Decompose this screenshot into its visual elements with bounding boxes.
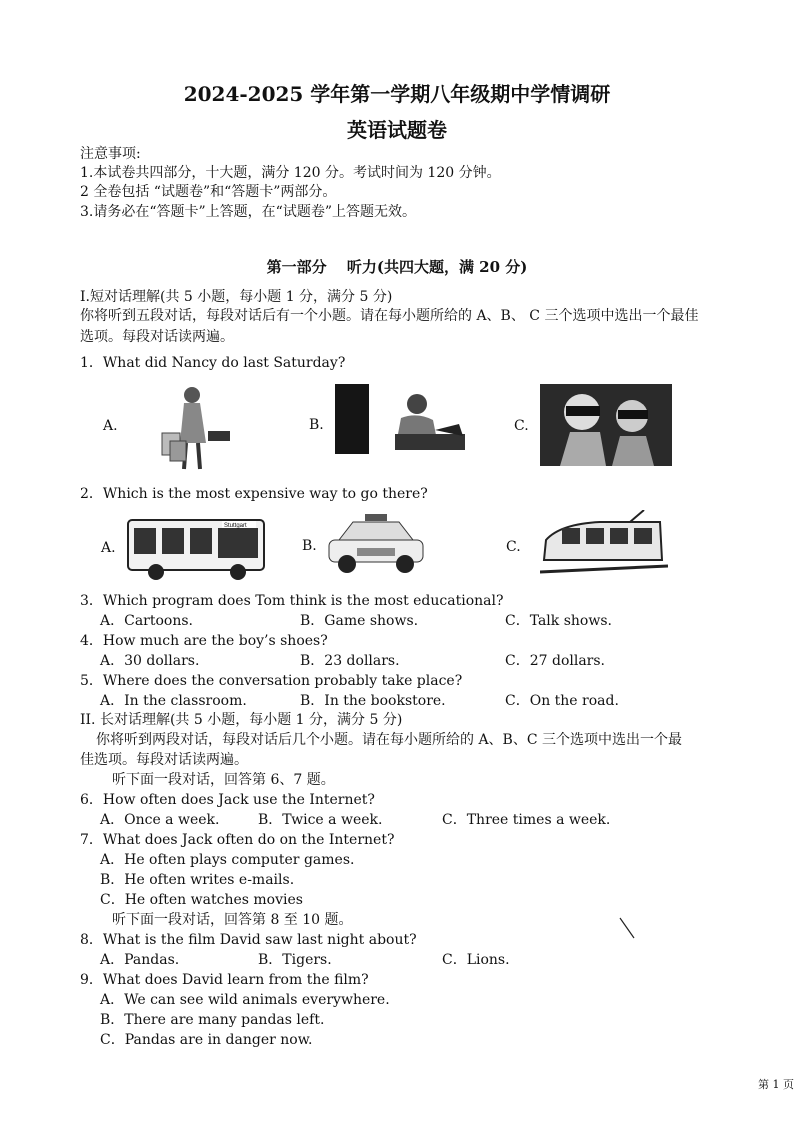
question-7: 7．What does Jack often do on the Internet? [80, 832, 395, 848]
q4-option-b: B．23 dollars. [300, 653, 400, 669]
bus-image [126, 516, 266, 582]
section2-instructions: 佳选项。每段对话读两遍。 [80, 752, 248, 768]
q3-option-c: C．Talk shows. [505, 613, 612, 629]
q7-option-c: C．He often watches movies [100, 892, 303, 908]
question-8: 8．What is the film David saw last night about? [80, 932, 417, 948]
note-item: 3.请务必在“答题卡”上答题，在“试题卷”上答题无效。 [80, 204, 416, 220]
q7-option-a: A．He often plays computer games. [100, 852, 355, 868]
q6-option-a: A．Once a week. [100, 812, 220, 828]
q6-option-b: B．Twice a week. [258, 812, 383, 828]
q4-option-c: C．27 dollars. [505, 653, 605, 669]
q1-option-c-label: C. [514, 418, 529, 434]
q8-option-a: A．Pandas. [100, 952, 180, 968]
question-4: 4．How much are the boy’s shoes? [80, 633, 328, 649]
notes-heading: 注意事项: [80, 146, 141, 162]
q2-option-b-label: B. [302, 538, 317, 554]
q5-option-c: C．On the road. [505, 693, 619, 709]
note-item: 1.本试卷共四部分，十大题，满分 120 分。考试时间为 120 分钟。 [80, 165, 501, 181]
note-item: 2 全卷包括 “试题卷”和“答题卡”两部分。 [80, 184, 337, 200]
q3-option-a: A．Cartoons. [100, 613, 193, 629]
movie-3d-glasses-image [540, 384, 672, 466]
q8-option-b: B．Tigers. [258, 952, 332, 968]
page-subtitle: 英语试题卷 [347, 118, 447, 142]
section2-instructions: 你将听到两段对话，每段对话后几个小题。请在每小题所给的 A、B、C 三个选项中选出一个最 [96, 732, 683, 748]
q9-option-a: A．We can see wild animals everywhere. [100, 992, 390, 1008]
q5-option-b: B．In the bookstore. [300, 693, 446, 709]
q4-option-a: A．30 dollars. [100, 653, 200, 669]
tram-image [540, 510, 668, 580]
listen-instruction: 听下面一段对话，回答第 6、7 题。 [112, 772, 335, 788]
q3-option-b: B．Game shows. [300, 613, 419, 629]
q6-option-c: C．Three times a week. [442, 812, 611, 828]
q9-option-b: B．There are many pandas left. [100, 1012, 325, 1028]
part1-heading: 第一部分 听力(共四大题，满 20 分) [266, 258, 528, 276]
question-2: 2．Which is the most expensive way to go there? [80, 486, 428, 502]
taxi-car-image [325, 512, 427, 578]
watching-tv-image [335, 384, 469, 454]
page-title: 2024-2025 学年第一学期八年级期中学情调研 [183, 82, 611, 106]
question-9: 9．What does David learn from the film? [80, 972, 369, 988]
q7-option-b: B．He often writes e-mails. [100, 872, 295, 888]
section1-instructions: 选项。每段对话读两遍。 [80, 329, 234, 345]
question-1: 1．What did Nancy do last Saturday? [80, 355, 346, 371]
listen-instruction: 听下面一段对话，回答第 8 至 10 题。 [112, 912, 353, 928]
question-3: 3．Which program does Tom think is the most educational? [80, 593, 504, 609]
section1-instructions: 你将听到五段对话，每段对话后有一个小题。请在每小题所给的 A、B、 C 三个选项中选出一个最佳 [80, 308, 699, 324]
question-5: 5．Where does the conversation probably take place? [80, 673, 463, 689]
scan-mark [618, 916, 638, 942]
section2-title: II. 长对话理解(共 5 小题，每小题 1 分，满分 5 分) [80, 712, 403, 728]
q9-option-c: C．Pandas are in danger now. [100, 1032, 313, 1048]
q2-option-a-label: A. [101, 540, 116, 556]
q2-option-c-label: C. [506, 539, 521, 555]
shopping-woman-image [150, 383, 235, 471]
q1-option-b-label: B. [309, 417, 324, 433]
q5-option-a: A．In the classroom. [100, 693, 247, 709]
bus-sign: Stuttgart [224, 523, 247, 529]
q8-option-c: C．Lions. [442, 952, 510, 968]
section1-title: I.短对话理解(共 5 小题，每小题 1 分，满分 5 分) [80, 289, 393, 305]
page-number: 第 1 页 [758, 1078, 794, 1091]
q1-option-a-label: A. [103, 418, 118, 434]
question-6: 6．How often does Jack use the Internet? [80, 792, 375, 808]
